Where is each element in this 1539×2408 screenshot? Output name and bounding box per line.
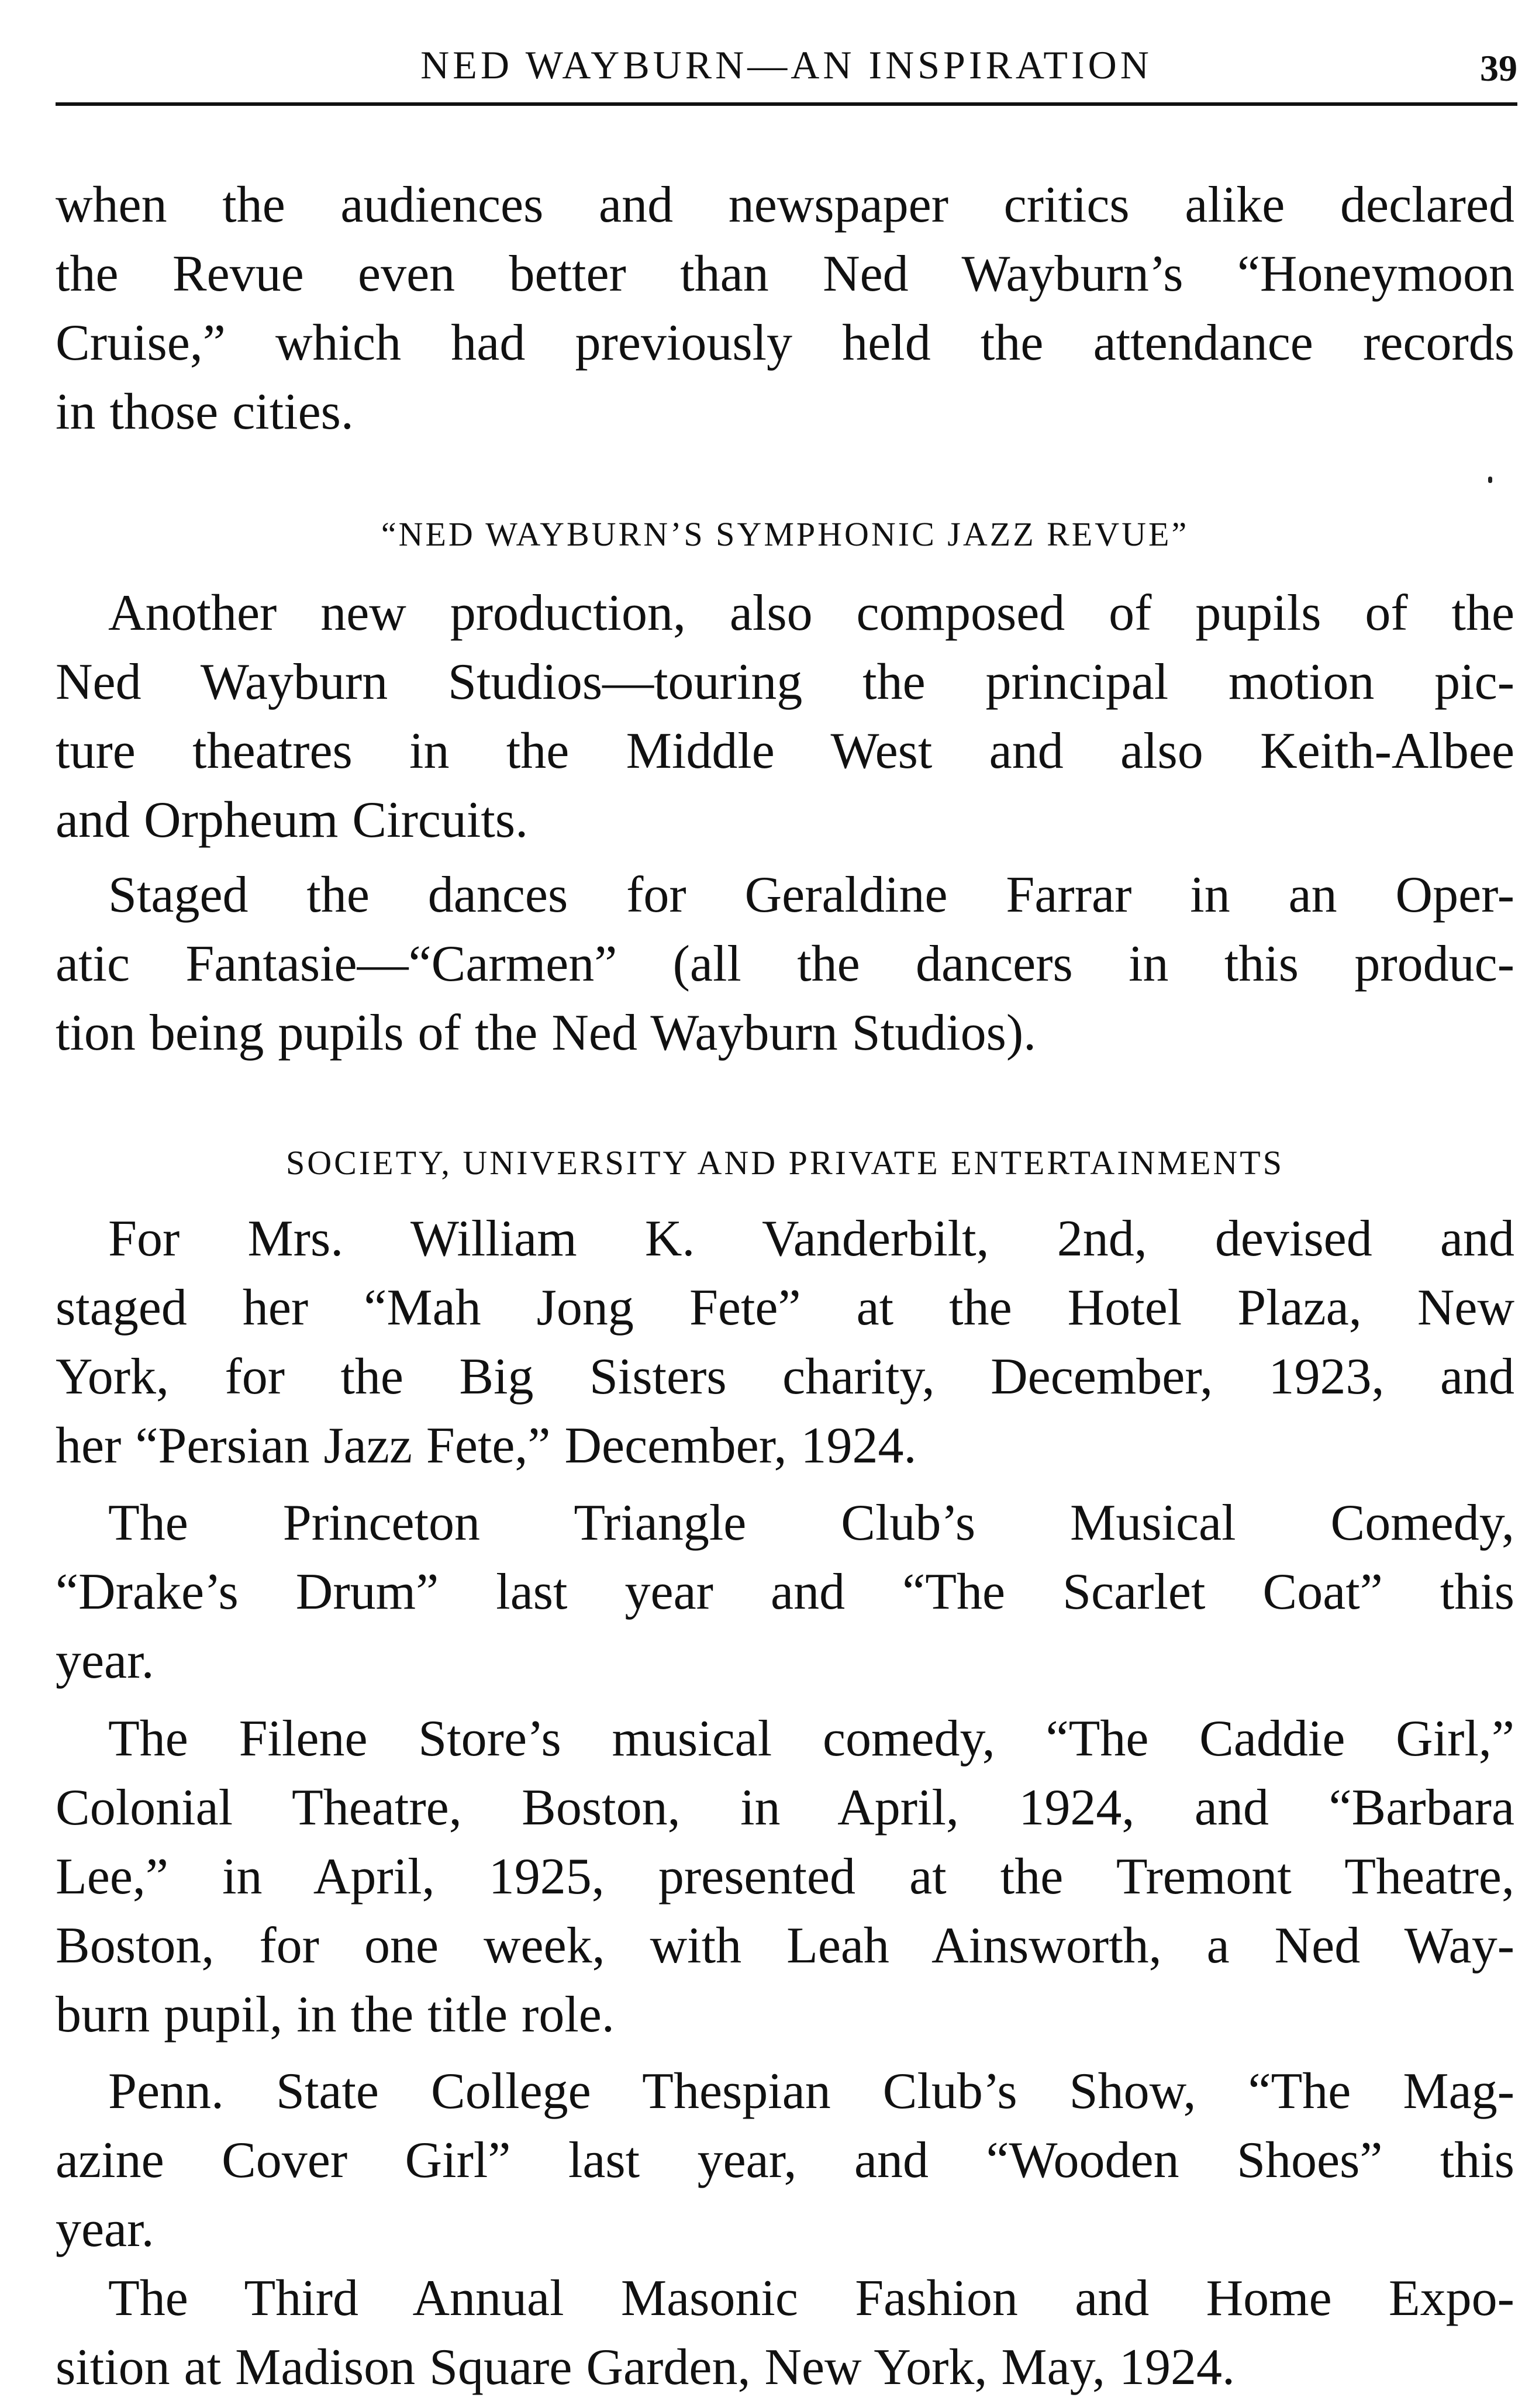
paragraph-princeton <box>56 1489 1514 1696</box>
text-line: The Princeton Triangle Club’s Musical Comedy, <box>108 1495 1514 1551</box>
text-line: azine Cover Girl” last year, and “Wooden Shoes” this <box>56 2132 1514 2189</box>
section-heading-society: SOCIETY, UNIVERSITY AND PRIVATE ENTERTAINMENTS <box>286 1144 1284 1182</box>
text-line: burn pupil, in the title role. <box>56 1986 615 2043</box>
text-line: tion being pupils of the Ned Wayburn Studios). <box>56 1005 1037 1061</box>
text-line: ture theatres in the Middle West and also Keith-Albee <box>56 723 1514 779</box>
text-line: Staged the dances for Geraldine Farrar in an Oper- <box>108 867 1514 923</box>
text-line: her “Persian Jazz Fete,” December, 1924. <box>56 1417 917 1474</box>
text-line: staged her “Mah Jong Fete” at the Hotel Plaza, New <box>56 1279 1514 1336</box>
paragraph-another-production <box>56 579 1514 855</box>
running-title: NED WAYBURN—AN INSPIRATION <box>420 43 1152 87</box>
paragraph-masonic <box>56 2264 1514 2402</box>
section-heading-symphonic: “NED WAYBURN’S SYMPHONIC JAZZ REVUE” <box>381 515 1189 553</box>
text-line: Colonial Theatre, Boston, in April, 1924, and “Barbara <box>56 1779 1514 1836</box>
text-line: year. <box>56 1633 154 1689</box>
text-line: when the audiences and newspaper critics alike declared <box>56 177 1514 233</box>
text-line: Cruise,” which had previously held the attendance records <box>56 315 1514 371</box>
paragraph-farrar <box>56 861 1514 1068</box>
text-line: in those cities. <box>56 384 354 440</box>
running-head <box>56 36 1517 90</box>
text-line: sition at Madison Square Garden, New York, May, 1924. <box>56 2339 1235 2396</box>
header-rule <box>56 102 1517 106</box>
paragraph-penn-state <box>56 2057 1514 2264</box>
text-line: year. <box>56 2201 154 2258</box>
text-line: Lee,” in April, 1925, presented at the Tremont Theatre, <box>56 1848 1514 1905</box>
text-line: Boston, for one week, with Leah Ainsworth, a Ned Way- <box>56 1917 1514 1974</box>
text-line: York, for the Big Sisters charity, December, 1923, and <box>56 1348 1514 1405</box>
text-line: Another new production, also composed of pupils of the <box>108 585 1514 641</box>
text-line: “Drake’s Drum” last year and “The Scarlet Coat” this <box>56 1564 1514 1620</box>
paragraph-vanderbilt <box>56 1205 1514 1481</box>
text-line: The Third Annual Masonic Fashion and Home Expo- <box>108 2270 1514 2327</box>
text-line: Ned Wayburn Studios—touring the principal motion pic- <box>56 654 1514 710</box>
text-line: the Revue even better than Ned Wayburn’s “Honeymoon <box>56 246 1514 302</box>
text-line: Penn. State College Thespian Club’s Show, “The Mag- <box>108 2063 1514 2120</box>
print-speck <box>1488 477 1492 483</box>
paragraph-filene <box>56 1705 1514 2050</box>
text-line: The Filene Store’s musical comedy, “The Caddie Girl,” <box>108 1710 1514 1767</box>
intro-paragraph <box>56 171 1514 447</box>
text-line: atic Fantasie—“Carmen” (all the dancers in this produc- <box>56 936 1514 992</box>
page-number: 39 <box>1480 47 1517 89</box>
text-line: and Orpheum Circuits. <box>56 792 529 848</box>
text-line: For Mrs. William K. Vanderbilt, 2nd, devised and <box>108 1210 1514 1267</box>
